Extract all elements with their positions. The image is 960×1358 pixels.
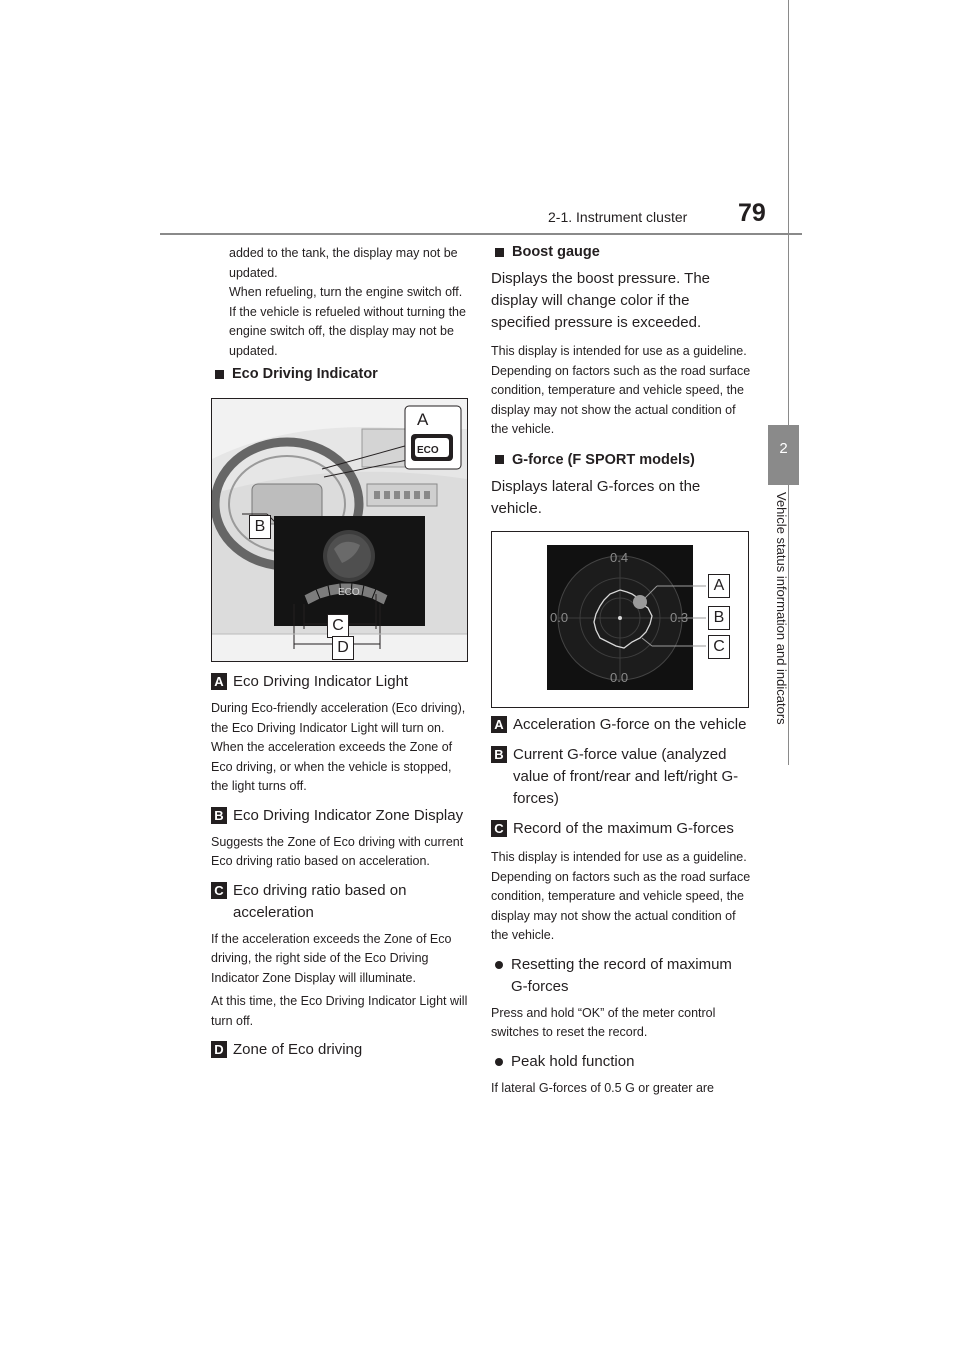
- eco-icon-text: ECO: [417, 445, 439, 456]
- reset-bullet-text: Resetting the record of maximum G-forces: [511, 955, 732, 995]
- badge-d: D: [211, 1041, 227, 1058]
- square-bullet-icon: [215, 370, 224, 379]
- boost-note: This display is intended for use as a guideline. Depending on factors such as the road surface condition, temperature and vehicle speed, the display may not show the actual condition of the vehicle.: [491, 344, 751, 436]
- header-rule: [160, 233, 802, 235]
- gforce-desc: Displays lateral G-forces on the vehicle.: [491, 477, 701, 517]
- gforce-callout-a: A: [708, 574, 730, 598]
- page-number: 79: [738, 199, 766, 227]
- g-item-b: [491, 744, 751, 810]
- boost-block: [491, 244, 751, 520]
- item-c-label: Eco driving ratio based on acceleration: [233, 881, 407, 921]
- gforce-left-value: 0.0: [550, 610, 569, 625]
- item-b: [211, 805, 471, 827]
- item-d: [211, 1039, 471, 1061]
- peak-desc: If lateral G-forces of 0.5 G or greater are: [491, 1080, 715, 1095]
- intro-note: added to the tank, the display may not be updated.: [229, 246, 458, 280]
- boost-heading-text: Boost gauge: [512, 244, 600, 260]
- eco-figure: [211, 398, 468, 662]
- g-item-a-label: Acceleration G-force on the vehicle: [513, 716, 747, 733]
- peak-bullet: [491, 1051, 751, 1073]
- item-a-desc: During Eco-friendly acceleration (Eco driving), the Eco Driving Indicator Light will turn on. When the acceleration exceeds the Zone of Eco driving, or when the vehicle is stopped, the light turns off.: [211, 701, 466, 793]
- item-c: [211, 880, 471, 924]
- boost-heading: [491, 244, 751, 260]
- gforce-top-value: 0.4: [610, 550, 629, 565]
- chapter-number: 2: [779, 440, 788, 457]
- g-item-b-label: Current G-force value (analyzed value of front/rear and left/right G-forces): [513, 746, 739, 807]
- item-b-label: Eco Driving Indicator Zone Display: [233, 806, 464, 824]
- square-bullet-icon: [495, 455, 504, 464]
- g-badge-a: A: [491, 716, 507, 733]
- g-item-c: [491, 818, 751, 840]
- eco-zone-text: ECO: [338, 587, 360, 598]
- intro-note-2: When refueling, turn the engine switch off. If the vehicle is refueled without turning the engine switch off, the display may not be updated.: [229, 285, 466, 358]
- item-b-desc: Suggests the Zone of Eco driving with current Eco driving ratio based on acceleration.: [211, 834, 464, 868]
- callout-d-label: D: [332, 636, 354, 660]
- g-item-a: [491, 714, 751, 736]
- bullet-dot-icon: [495, 961, 503, 969]
- gforce-figure: [491, 531, 749, 708]
- eco-heading-text: Eco Driving Indicator: [232, 366, 378, 382]
- callout-c-label: C: [327, 614, 349, 638]
- item-a: [211, 671, 471, 693]
- gforce-bottom-value: 0.0: [610, 670, 629, 685]
- reset-desc: Press and hold “OK” of the meter control switches to reset the record.: [491, 1005, 716, 1039]
- square-bullet-icon: [495, 248, 504, 257]
- item-d-label: Zone of Eco driving: [233, 1041, 363, 1058]
- reset-bullet: [491, 954, 751, 998]
- eco-heading-block: [211, 366, 471, 382]
- g-item-c-label: Record of the maximum G-forces: [513, 820, 734, 837]
- badge-c: C: [211, 882, 227, 899]
- gforce-note: This display is intended for use as a guideline. Depending on factors such as the road surface condition, temperature and vehicle speed, the display may not show the actual condition of the vehicle.: [491, 850, 751, 942]
- gforce-callout-b: B: [708, 606, 730, 630]
- g-badge-c: C: [491, 820, 507, 837]
- eco-heading: [211, 366, 471, 382]
- callout-b-label: B: [249, 515, 271, 539]
- item-a-label: Eco Driving Indicator Light: [233, 673, 409, 690]
- eco-items: [211, 671, 471, 1061]
- peak-bullet-text: Peak hold function: [511, 1052, 635, 1070]
- badge-a: A: [211, 673, 227, 690]
- badge-b: B: [211, 807, 227, 824]
- g-badge-b: B: [491, 746, 507, 763]
- bullet-dot-icon: [495, 1058, 503, 1066]
- gforce-heading-text: G-force (F SPORT models): [512, 451, 695, 468]
- gforce-heading: [491, 452, 751, 468]
- chapter-rule-top: [788, 0, 789, 425]
- gforce-callout-c: C: [708, 635, 730, 659]
- section-title: 2-1. Instrument cluster: [548, 209, 688, 225]
- gforce-right-value: 0.3: [670, 610, 689, 625]
- item-c-desc: If the acceleration exceeds the Zone of Eco driving, the right side of the Eco Driving Indicator Zone Display will illuminate.: [211, 931, 452, 985]
- gforce-items: [491, 714, 751, 1098]
- boost-desc: Displays the boost pressure. The display will change color if the specified pressure is exceeded.: [491, 270, 711, 331]
- item-c-desc-2: At this time, the Eco Driving Indicator Light will turn off.: [211, 994, 468, 1028]
- chapter-title: Vehicle status information and indicators: [774, 492, 789, 725]
- callout-a-label: A: [417, 410, 429, 429]
- intro-note-block: [211, 244, 471, 361]
